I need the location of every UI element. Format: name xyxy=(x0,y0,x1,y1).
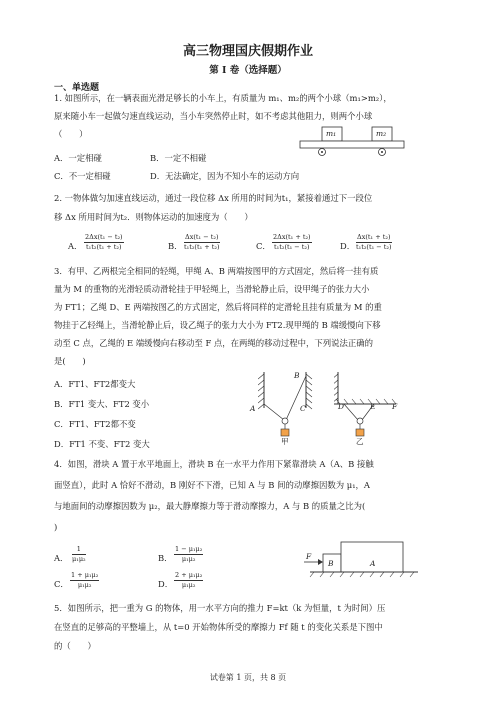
q3-label-a: A xyxy=(250,404,256,413)
q1-option-c: C．不一定相碰 xyxy=(54,171,111,181)
q4-line-3: 与地面间的动摩擦因数为 μ₂，最大静摩擦力等于滑动摩擦力，A 与 B 的质量之比为( xyxy=(54,501,366,511)
q3-label-f: F xyxy=(392,402,398,411)
q4-option-b-denominator: μ₁μ₂ xyxy=(181,555,196,563)
q3-option-b: B．FT1 变大、FT2 变小 xyxy=(54,399,150,409)
q2-option-d-denominator: t₁t₂(t₁ − t₂) xyxy=(356,243,392,251)
q1-cart-figure xyxy=(298,124,406,158)
q4-option-d-label: D． xyxy=(158,579,174,589)
q1-line-1: 1. 如图所示，在一辆表面光滑足够长的小车上，有质量为 m₁、m₂的两个小球（m₁>m₂）， xyxy=(54,93,392,103)
q1-line-3: （ ） xyxy=(54,129,88,139)
q4-option-b-label: B． xyxy=(158,553,173,563)
q5-line-1: 5．如图所示，把一重为 G 的物体，用一水平方向的推力 F=kt（k 为恒量，t 为时间）压 xyxy=(54,603,386,613)
q4-option-a-numerator: 1 xyxy=(72,545,86,555)
q2-option-c-label: C． xyxy=(256,241,271,251)
q2-option-d-label: D． xyxy=(340,241,356,251)
q4-option-a-label: A． xyxy=(54,553,69,563)
q4-line-2: 面竖直），此时 A 恰好不滑动，B 刚好不下滑，已知 A 与 B 间的动摩擦因数为 μ₁，A xyxy=(54,480,370,490)
page-footer: 试卷第 1 页，共 8 页 xyxy=(209,673,287,682)
part-title: 第 I 卷（选择题） xyxy=(209,65,287,76)
q1-option-a: A．一定相碰 xyxy=(54,153,102,163)
q3-option-a: A．FT1、FT2都变大 xyxy=(54,379,136,389)
q4-option-b-formula xyxy=(174,545,203,563)
q4-label-f: F xyxy=(306,552,312,561)
q4-option-a-denominator: μ₁μ₂ xyxy=(72,555,86,563)
q4-blocks-figure xyxy=(300,538,422,586)
q3-label-b: B xyxy=(294,371,300,380)
q4-line-4: ) xyxy=(54,522,58,532)
q4-option-c-formula xyxy=(70,571,99,589)
page-title: 高三物理国庆假期作业 xyxy=(182,44,313,59)
q2-option-b-numerator: Δx(t₁ − t₂) xyxy=(185,233,219,241)
q3-option-d: D．FT1 不变、FT2 变大 xyxy=(54,439,150,449)
q2-option-a-formula xyxy=(84,233,124,251)
q4-option-d-numerator: 2 + μ₁μ₂ xyxy=(175,571,203,579)
q2-option-c-denominator: t₁t₂(t₁ − t₂) xyxy=(274,243,310,251)
q3-line-3: 为 FT1；乙绳 D、E 两端按图乙的方式固定，然后将同样的定滑轮且挂有质量为 M 的重 xyxy=(54,302,382,312)
q1-label-m2: m₂ xyxy=(376,129,387,138)
q2-option-b-label: B． xyxy=(168,241,183,251)
q3-label-c: C xyxy=(300,404,306,413)
q4-option-d-formula xyxy=(174,571,203,589)
q3-label-d: D xyxy=(338,402,345,411)
q2-option-c-formula xyxy=(272,233,312,251)
q3-line-4: 物挂于乙轻绳上，当滑轮静止后，设乙绳子的张力大小为 FT2.现甲绳的 B 端缓慢向下移 xyxy=(54,320,381,330)
q4-line-1: 4．如图，滑块 A 置于水平地面上，滑块 B 在一水平力作用下紧靠滑块 A（A、B 接触 xyxy=(54,459,374,469)
q2-option-b-denominator: t₁t₂(t₁ + t₂) xyxy=(184,243,220,251)
q3-line-2: 量为 M 的重物的光滑轻质动滑轮挂于甲轻绳上，当滑轮静止后，设甲绳子的张力大小 xyxy=(54,284,370,294)
section-heading: 一、单选题 xyxy=(54,83,100,93)
q5-line-2: 在竖直的足够高的平整墙上，从 t=0 开始物体所受的摩擦力 Ff 随 t 的变化关系是下图中 xyxy=(54,622,383,632)
q3-figure-jia xyxy=(258,372,330,442)
q3-label-e: E xyxy=(370,402,376,411)
q2-option-a-denominator: t₁t₂(t₁ + t₂) xyxy=(86,243,122,251)
q2-option-a-numerator: 2Δx(t₁ − t₂) xyxy=(85,233,123,241)
q4-label-b: B xyxy=(328,559,334,568)
q4-option-c-numerator: 1 + μ₁μ₂ xyxy=(71,571,99,579)
q3-option-c: C．FT1、FT2都不变 xyxy=(54,419,136,429)
q4-option-a-formula xyxy=(72,545,86,563)
q3-line-1: 3．有甲、乙两根完全相同的轻绳，甲绳 A、B 两端按图甲的方式固定，然后将一挂有质 xyxy=(54,266,379,276)
q3-line-5: 动至 C 点，乙绳的 E 端缓慢向右移动至 F 点，在两绳的移动过程中，下列说法正确的 xyxy=(54,338,374,348)
q3-caption-yi: 乙 xyxy=(356,437,364,446)
q1-option-d: D．无法确定，因为不知小车的运动方向 xyxy=(150,171,300,181)
q2-line-1: 2. 一物体做匀加速直线运动，通过一段位移 Δx 所用的时间为t₁，紧接着通过下一段位 xyxy=(54,193,373,203)
q4-label-a: A xyxy=(370,559,376,568)
q2-option-d-numerator: Δx(t₁ + t₂) xyxy=(357,233,391,241)
q3-line-6: 是( ) xyxy=(54,356,86,366)
q2-option-d-formula xyxy=(356,233,392,251)
q4-option-b-numerator: 1 − μ₁μ₂ xyxy=(175,545,203,553)
q2-option-b-formula xyxy=(184,233,220,251)
q3-caption-jia: 甲 xyxy=(281,437,289,446)
q1-line-2: 原来随小车一起做匀速直线运动，当小车突然停止时，如不考虑其他阻力，则两个小球 xyxy=(54,111,373,121)
q2-option-a-label: A． xyxy=(68,241,83,251)
q4-option-c-denominator: μ₁μ₂ xyxy=(77,581,92,589)
q1-option-b: B．一定不相碰 xyxy=(150,153,207,163)
q2-option-c-numerator: 2Δx(t₁ + t₂) xyxy=(273,233,311,241)
q1-label-m1: m₁ xyxy=(326,129,337,138)
q2-line-2: 移 Δx 所用时间为t₂．则物体运动的加速度为（ ） xyxy=(54,212,253,222)
q4-option-d-denominator: μ₁μ₂ xyxy=(181,581,196,589)
q4-option-c-label: C． xyxy=(54,579,69,589)
q5-line-3: 的（ ） xyxy=(54,641,96,651)
